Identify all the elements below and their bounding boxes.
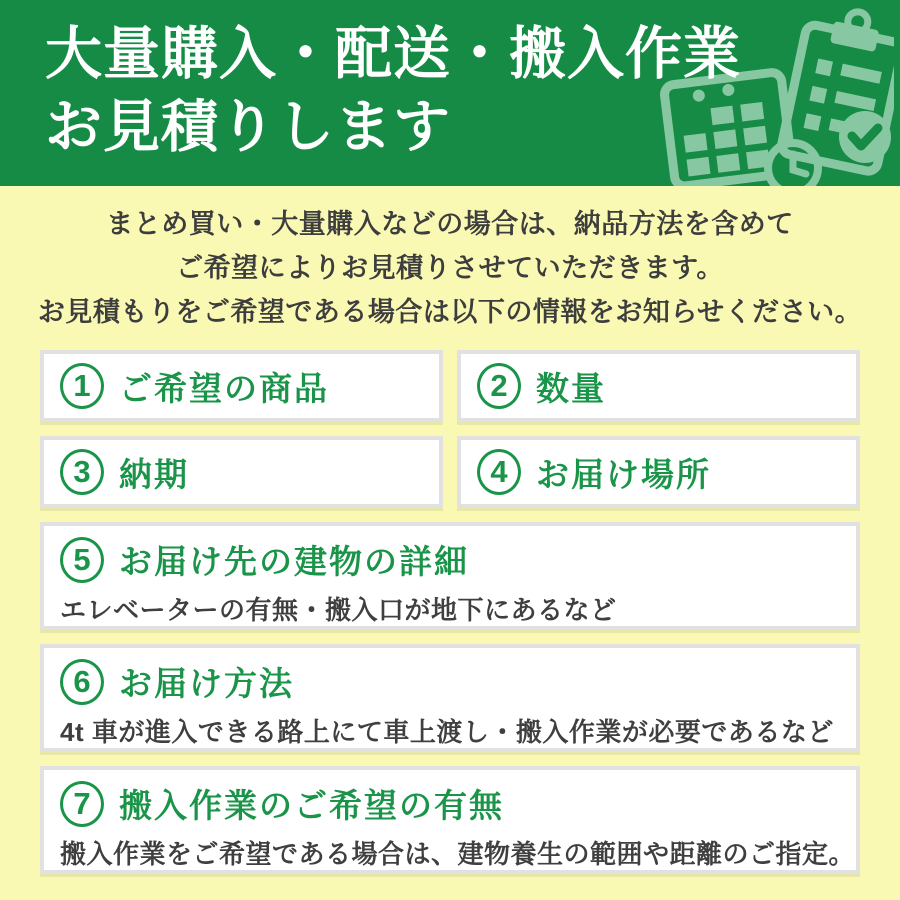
info-box-building-details [40,522,860,630]
info-box-delivery-date [40,436,443,508]
info-box-delivery-location [457,436,860,508]
info-box-quantity [457,350,860,422]
header-banner [0,0,900,186]
box-title-delivery-method: お届け方法 [119,665,294,702]
page-title-line2: お見積りします [45,94,451,159]
page-title-line1: 大量購入・配送・搬入作業 [45,22,741,86]
info-box-carry-in-work [40,766,860,874]
box-title-delivery-location: お届け場所 [536,455,711,493]
circled-number-1: 1 [60,363,104,409]
intro-line-1: まとめ買い・大量購入などの場合は、納品方法を含めて [106,209,794,239]
box-desc-building-details: エレベーターの有無・搬入口が地下にあるなど [60,595,617,625]
check-badge-icon [839,111,891,163]
box-desc-carry-in-work: 搬入作業をご希望である場合は、建物養生の範囲や距離のご指定。 [60,839,856,869]
box-desc-delivery-method: 4t 車が進入できる路上にて車上渡し・搬入作業が必要であるなど [60,717,834,747]
clock-icon [768,143,818,186]
info-box-desired-product [40,350,443,422]
circled-number-7: 7 [60,781,104,827]
requirement-list [40,350,860,874]
circled-number-5: 5 [60,537,104,583]
intro-text [0,186,900,334]
intro-line-3: お見積もりをご希望である場合は以下の情報をお知らせください。 [37,297,863,327]
circled-number-3: 3 [60,449,104,495]
circled-number-2: 2 [477,363,521,409]
box-title-desired-product: ご希望の商品 [119,369,329,407]
circled-number-4: 4 [477,449,521,495]
box-title-quantity: 数量 [536,369,606,407]
intro-line-2: ご希望によりお見積りさせていただきます。 [176,253,724,283]
info-box-delivery-method [40,644,860,752]
circled-number-6: 6 [60,659,104,705]
box-title-delivery-date: 納期 [119,455,189,493]
box-title-carry-in-work: 搬入作業のご希望の有無 [119,787,504,824]
page-title [45,18,741,164]
box-title-building-details: お届け先の建物の詳細 [119,543,469,580]
